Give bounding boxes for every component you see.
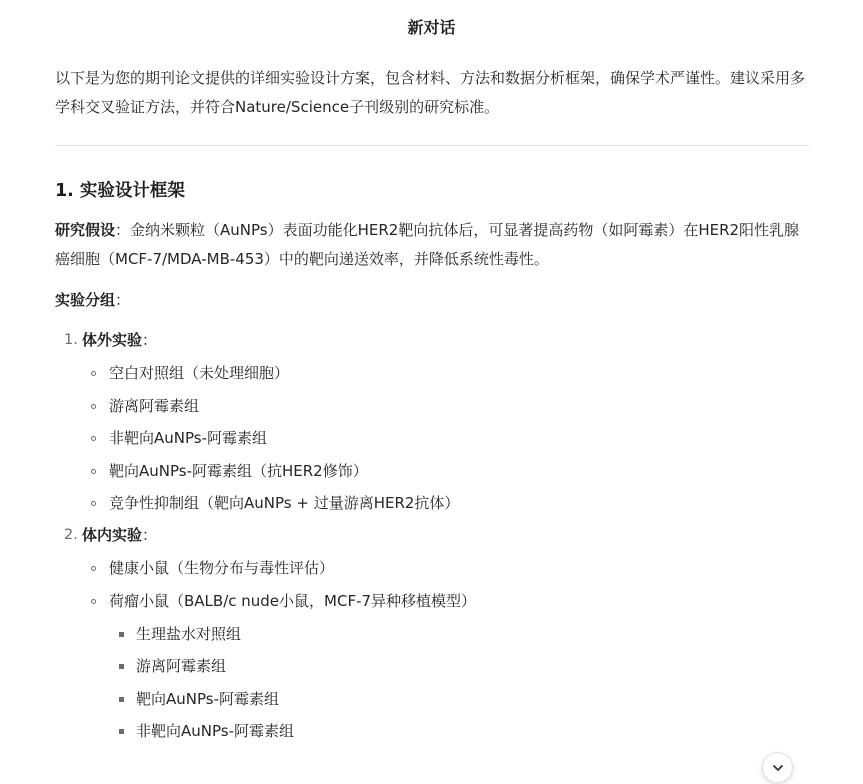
square-bullet-icon xyxy=(119,632,124,637)
square-bullet-icon xyxy=(119,729,124,734)
list-item-text: 游离阿霉素组 xyxy=(136,657,227,675)
list-item xyxy=(82,392,810,421)
divider xyxy=(55,145,810,146)
list-item-label: 体内实验 xyxy=(82,526,143,544)
list-item xyxy=(82,554,810,583)
list-item xyxy=(82,457,810,486)
list-item-in-vivo xyxy=(55,521,810,746)
hypothesis-text: ：金纳米颗粒（AuNPs）表面功能化HER2靶向抗体后，可显著提高药物（如阿霉素）在HER2阳性乳腺癌细胞（MCF-7/MDA-MB-453）中的靶向递送效率，并降低系统性毒性。 xyxy=(55,221,800,268)
groups-label: 实验分组 xyxy=(55,291,116,309)
list-item-text: 靶向AuNPs-阿霉素组 xyxy=(136,689,279,708)
circle-bullet-icon xyxy=(91,501,96,506)
circle-bullet-icon xyxy=(91,436,96,441)
list-item-text: 健康小鼠（生物分布与毒性评估） xyxy=(109,559,335,577)
scroll-to-bottom-button[interactable] xyxy=(762,752,793,783)
circle-bullet-icon xyxy=(91,599,96,604)
list-item xyxy=(109,620,810,649)
square-bullet-icon xyxy=(119,697,124,702)
circle-bullet-icon xyxy=(91,404,96,409)
list-item xyxy=(82,424,810,453)
intro-paragraph: 以下是为您的期刊论文提供的详细实验设计方案，包含材料、方法和数据分析框架，确保学术严谨性。建议采用多学科交叉验证方法，并符合Nature/Science子刊级别的研究标准。 xyxy=(55,69,806,116)
list-item-text: 靶向AuNPs-阿霉素组（抗HER2修饰） xyxy=(109,461,368,480)
group-list xyxy=(55,326,810,746)
list-item xyxy=(82,359,810,388)
list-item xyxy=(109,685,810,714)
list-item xyxy=(82,489,810,518)
list-item-text: 竞争性抑制组（靶向AuNPs + 过量游离HER2抗体） xyxy=(109,494,460,512)
list-item-text: 游离阿霉素组 xyxy=(109,396,200,415)
list-item-text: 非靶向AuNPs-阿霉素组 xyxy=(136,722,294,740)
list-item-colon: ： xyxy=(142,526,158,544)
list-item-text: 生理盐水对照组 xyxy=(136,624,242,643)
circle-bullet-icon xyxy=(91,566,96,571)
list-item-text: 荷瘤小鼠（BALB/c nude小鼠，MCF-7异种移植模型） xyxy=(109,591,477,610)
hypothesis-paragraph xyxy=(55,216,810,274)
list-item xyxy=(109,717,810,746)
list-number: 2. xyxy=(64,527,78,543)
sub-list xyxy=(82,359,810,518)
circle-bullet-icon xyxy=(91,371,96,376)
groups-colon: ： xyxy=(115,291,131,309)
conversation-title: 新对话 xyxy=(407,18,456,37)
section-heading: 1. 实验设计框架 xyxy=(55,181,185,201)
list-item-text: 空白对照组（未处理细胞） xyxy=(109,364,290,382)
list-item-label: 体外实验 xyxy=(82,331,143,349)
square-bullet-icon xyxy=(119,664,124,669)
groups-paragraph xyxy=(55,286,810,315)
chevron-down-icon xyxy=(771,761,785,775)
list-item-colon: ： xyxy=(142,331,158,349)
hypothesis-label: 研究假设 xyxy=(55,221,116,239)
list-number: 1. xyxy=(64,332,78,348)
list-item xyxy=(109,652,810,681)
list-item-text: 非靶向AuNPs-阿霉素组 xyxy=(109,429,267,447)
assistant-message xyxy=(55,64,810,746)
sub-list xyxy=(82,554,810,746)
list-item xyxy=(82,587,810,747)
nested-sub-list xyxy=(109,620,810,747)
list-item-in-vitro xyxy=(55,326,810,518)
circle-bullet-icon xyxy=(91,469,96,474)
